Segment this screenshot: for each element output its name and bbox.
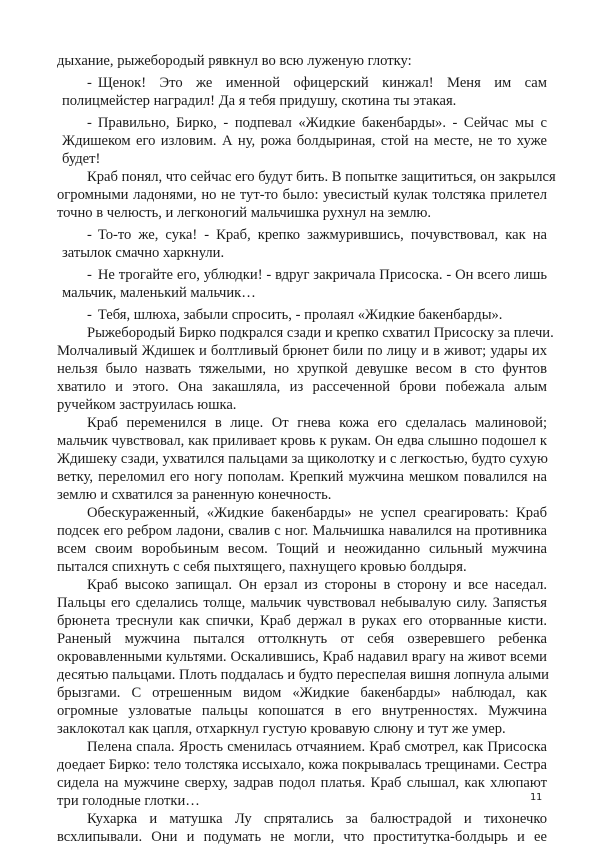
paragraph xyxy=(57,52,547,70)
text-line: всем своим воробьиным весом. Тощий и неожиданно сильный мужчина xyxy=(57,541,547,557)
paragraph xyxy=(57,810,547,846)
text-line: огромными ладонями, но не тут-то было: увесистый кулак толстяка прилетел xyxy=(57,187,547,203)
dialogue-dash: - xyxy=(87,75,92,91)
text-line: Рыжебородый Бирко подкрался сзади и крепко схватил Присоску за плечи. xyxy=(87,325,554,341)
text-line: - Правильно, Бирко, - подпевал «Жидкие бакенбарды». - Сейчас мы с xyxy=(87,115,547,131)
paragraph xyxy=(57,576,547,738)
text-line: три голодные глотки… xyxy=(57,793,200,809)
text-line: - Щенок! Это же именной офицерский кинжал! Меня им сам xyxy=(87,75,547,91)
page-number: 11 xyxy=(529,792,542,803)
text-line: пытался спихнуть с себя пыхтящего, пахнущего кровью болдыря. xyxy=(57,559,467,575)
text-line: брызгами. С отрешенным видом «Жидкие бакенбарды» наблюдал, как xyxy=(57,685,547,701)
text-line: - Не трогайте его, ублюдки! - вдруг закричала Присоска. - Он всего лишь xyxy=(87,267,547,283)
text-line: заклокотал как цапля, отхаркнул густую кровавую слюну и тут же умер. xyxy=(57,721,506,737)
page-body xyxy=(57,52,556,846)
text-line: Краб высоко запищал. Он ерзал из стороны в сторону и все наседал. xyxy=(87,577,547,593)
text-line: Краб переменился в лице. От гнева кожа его сделалась малиновой; xyxy=(87,415,547,431)
dialogue-paragraph xyxy=(57,266,547,302)
text-line: огромные узловатые пальцы копошатся в его внутренностях. Мужчина xyxy=(57,703,547,719)
text-line: затылок смачно харкнули. xyxy=(62,245,225,261)
text-line: Кухарка и матушка Лу спрятались за балюстрадой и тихонечко xyxy=(87,811,547,827)
dialogue-paragraph xyxy=(57,226,547,262)
text-line: полицмейстер наградил! Да я тебя придушу, скотина ты этакая. xyxy=(62,93,457,109)
text-line: доедает Бирко: тело толстяка иссыхало, кожа покрывалась трещинами. Сестра xyxy=(57,757,547,773)
text-line: Пальцы его сделались толще, мальчик чувствовал небывалую силу. Запястья xyxy=(57,595,547,611)
text-line: Обескураженный, «Жидкие бакенбарды» не успел среагировать: Краб xyxy=(87,505,547,521)
text-line: Раненый мужчина пытался оттолкнуть от себя озверевшего ребенка xyxy=(57,631,547,647)
text-line: сидела на мужчине сверху, задрав подол платья. Краб слышал, как хлюпают xyxy=(57,775,547,791)
dialogue-dash: - xyxy=(87,307,92,323)
text-line: точно в челюсть, и легконогий мальчишка рухнул на землю. xyxy=(57,205,432,221)
text-line: дыхание, рыжебородый рявкнул во всю луженую глотку: xyxy=(57,53,412,69)
text-line: ветку, переломил его ногу пополам. Крепкий мужчина мешком повалился на xyxy=(57,469,547,485)
paragraph xyxy=(57,414,547,504)
dialogue-dash: - xyxy=(87,267,92,283)
text-line: брюнета треснули как спички, Краб держал в руках его оторванные кисти. xyxy=(57,613,547,629)
text-line: Молчаливый Ждишек и болтливый брюнет били по лицу и в живот; удары их xyxy=(57,343,547,359)
dialogue-dash: - xyxy=(87,227,92,243)
text-line: - Тебя, шлюха, забыли спросить, - пролаял «Жидкие бакенбарды». xyxy=(87,307,503,323)
dialogue-paragraph xyxy=(57,74,547,110)
text-line: Ждишеку сзади, ухватился пальцами за щиколотку и с легкостью, будто сухую xyxy=(57,451,548,467)
text-line: Ждишеком его изловим. А ну, рожа болдыриная, стой на месте, не то хуже xyxy=(62,133,547,149)
text-line: будет! xyxy=(62,151,101,167)
paragraph xyxy=(57,324,554,414)
text-line: десятью пальцами. Плоть поддалась и будто переспелая вишня лопнула алыми xyxy=(57,667,549,683)
text-line: всхлипывали. Они и подумать не могли, что проститутка-болдырь и ее xyxy=(57,829,547,845)
paragraph xyxy=(57,504,547,576)
text-line: мальчик, маленький мальчик… xyxy=(62,285,256,301)
text-line: - То-то же, сука! - Краб, крепко зажмурившись, почувствовал, как на xyxy=(87,227,547,243)
text-line: нельзя было назвать тяжелыми, но хрупкой девушке весом в сто фунтов xyxy=(57,361,547,377)
text-line: окровавленными культями. Оскалившись, Краб надавил врагу на живот всеми xyxy=(57,649,547,665)
dialogue-dash: - xyxy=(87,115,92,131)
text-line: Пелена спала. Ярость сменилась отчаянием. Краб смотрел, как Присоска xyxy=(87,739,547,755)
paragraph xyxy=(57,168,556,222)
text-line: подсек его ребром ладони, свалив с ног. Мальчишка навалился на противника xyxy=(57,523,547,539)
text-line: ручейком заструилась юшка. xyxy=(57,397,237,413)
paragraph xyxy=(57,738,547,810)
text-line: хватило и этого. Она закашляла, из рассеченной брови побежала алым xyxy=(57,379,547,395)
dialogue-paragraph xyxy=(57,114,547,168)
text-line: мальчик чувствовал, как приливает кровь к рукам. Он едва слышно подошел к xyxy=(57,433,547,449)
dialogue-paragraph xyxy=(57,306,547,324)
text-line: землю и схватился за раненную конечность. xyxy=(57,487,332,503)
text-line: Краб понял, что сейчас его будут бить. В попытке защититься, он закрылся xyxy=(87,169,556,185)
